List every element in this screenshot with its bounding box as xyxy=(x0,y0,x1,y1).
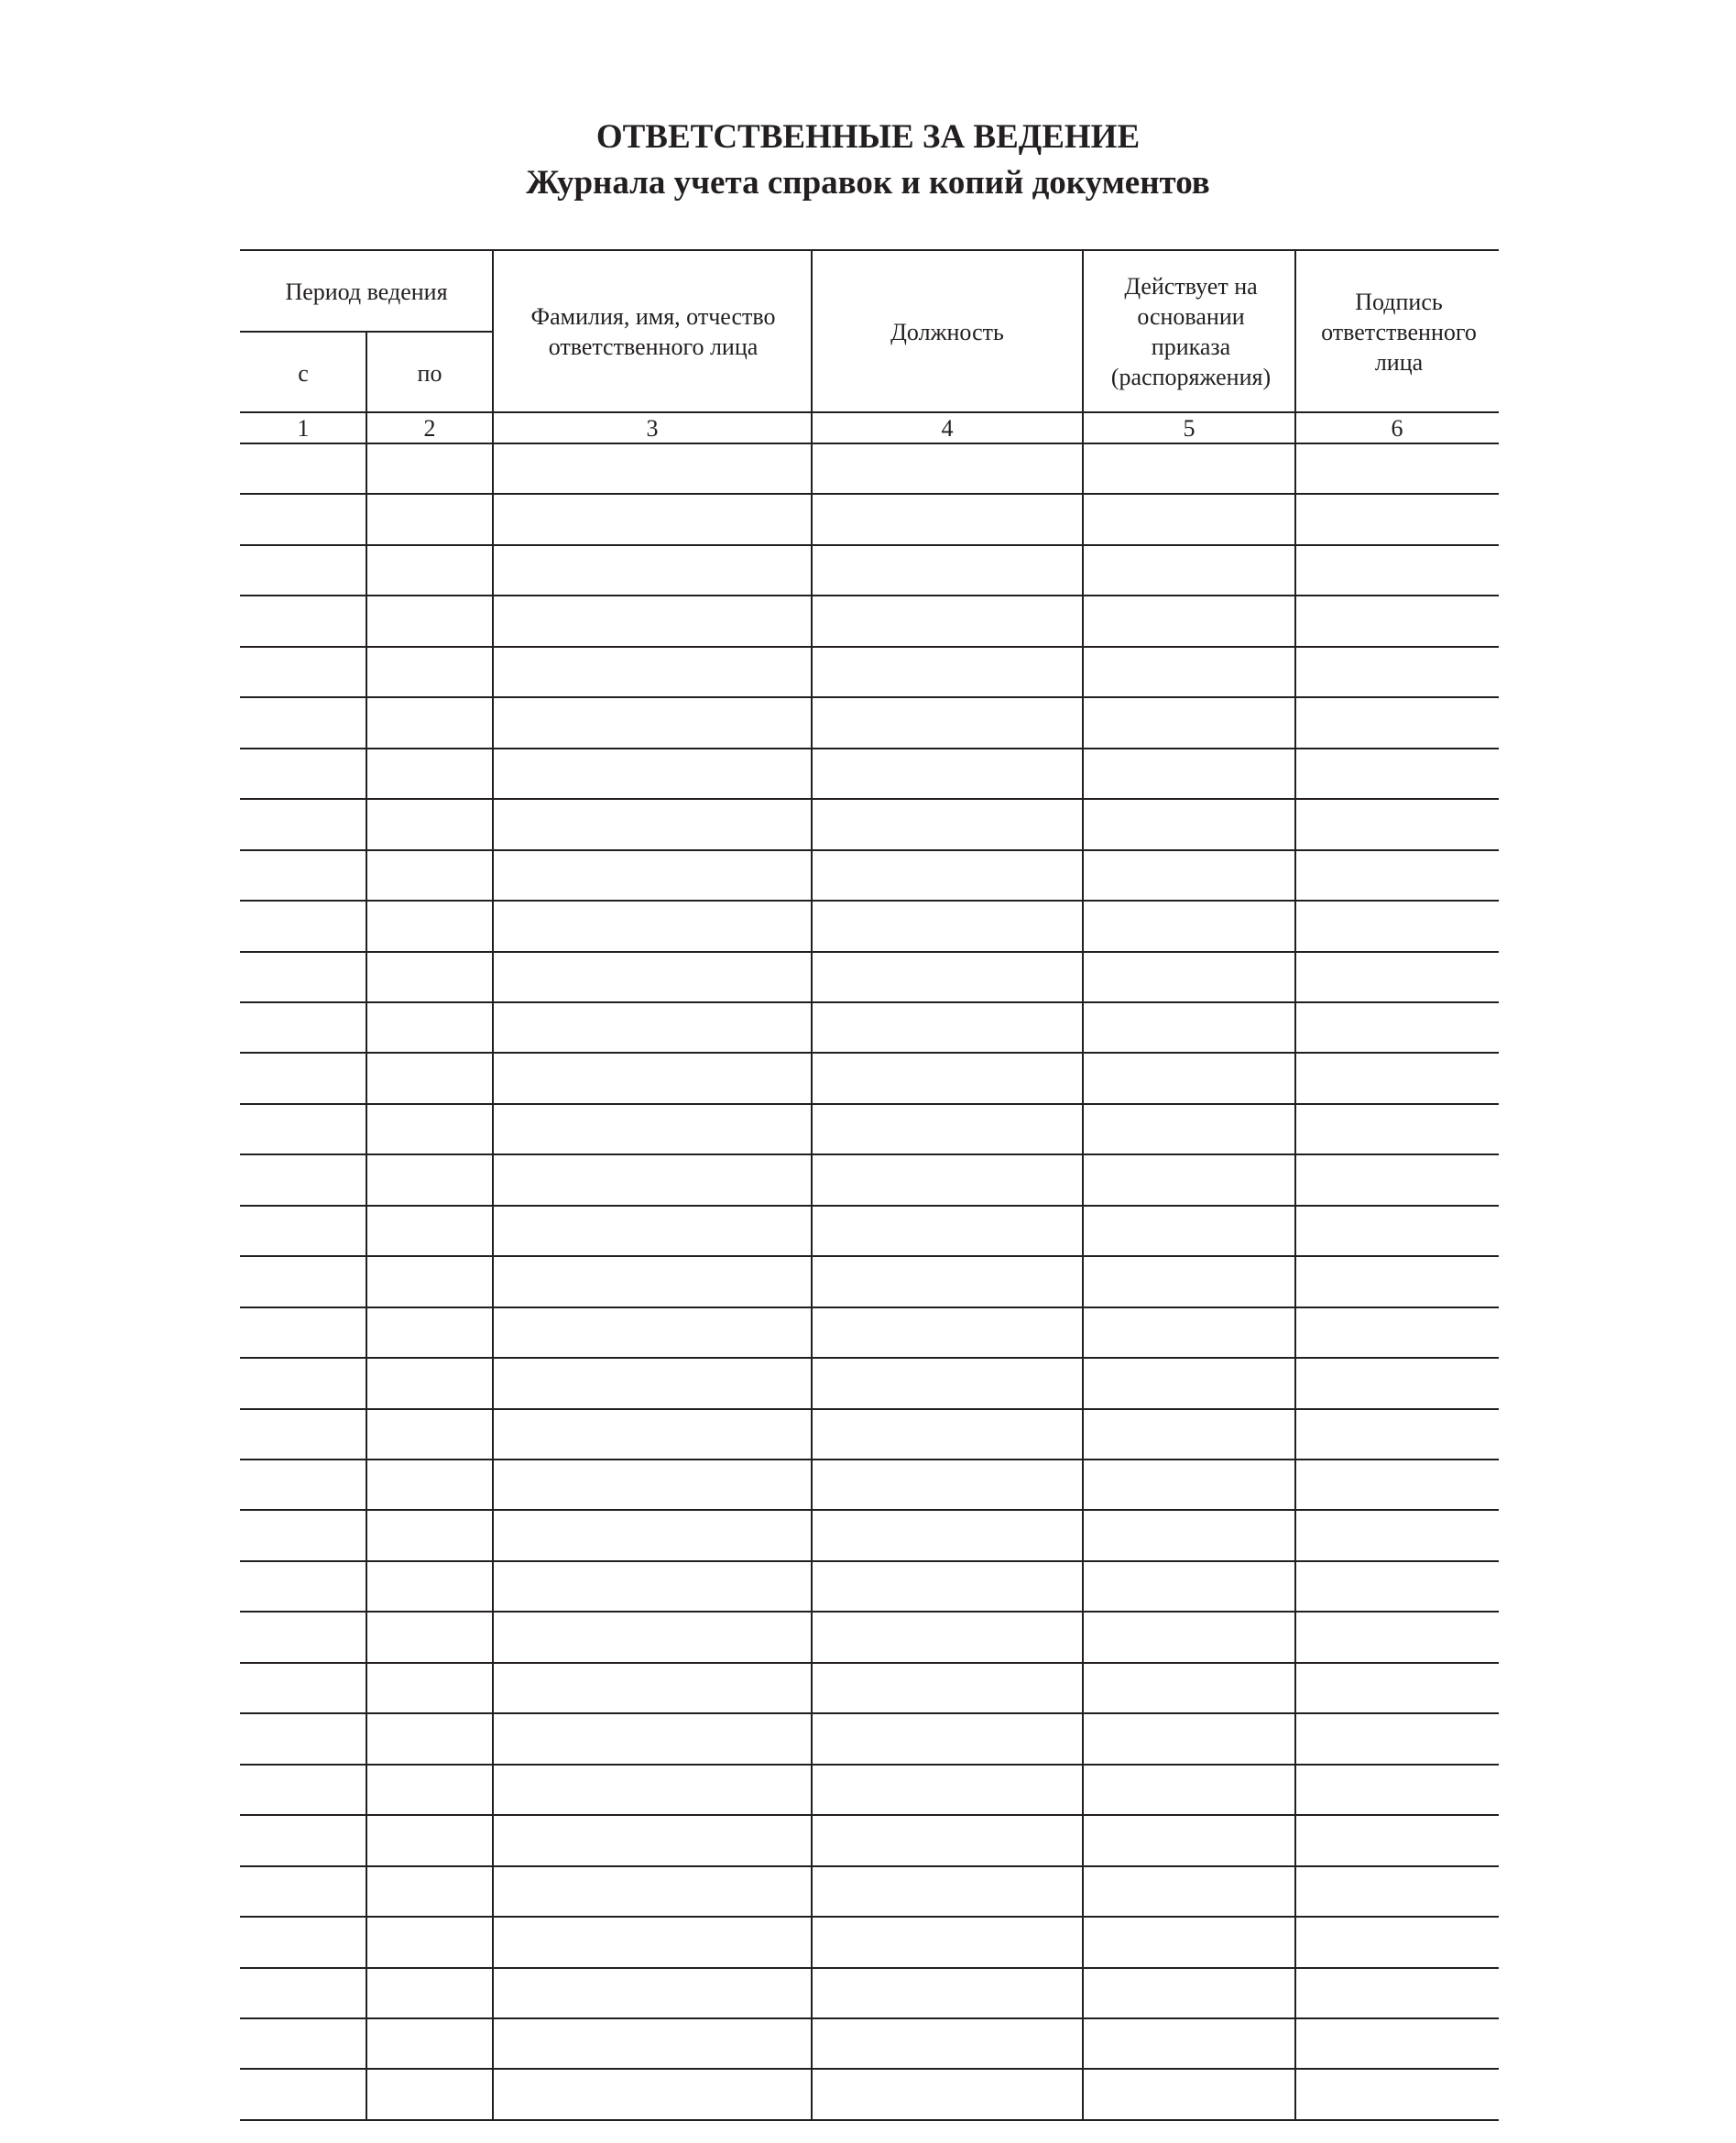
table-cell[interactable] xyxy=(493,1968,812,2018)
table-cell[interactable] xyxy=(1083,799,1295,849)
table-cell[interactable] xyxy=(812,799,1083,849)
table-cell[interactable] xyxy=(1295,1765,1499,1815)
table-cell[interactable] xyxy=(1083,1612,1295,1662)
table-cell[interactable] xyxy=(493,1053,812,1103)
table-cell[interactable] xyxy=(493,1307,812,1358)
table-cell[interactable] xyxy=(1083,494,1295,544)
table-cell[interactable] xyxy=(1295,697,1499,748)
table-cell[interactable] xyxy=(812,1256,1083,1307)
table-cell[interactable] xyxy=(366,1663,493,1713)
table-cell[interactable] xyxy=(1295,901,1499,951)
table-cell[interactable] xyxy=(1083,901,1295,951)
table-cell[interactable] xyxy=(1083,545,1295,596)
table-cell[interactable] xyxy=(1083,1460,1295,1510)
table-cell[interactable] xyxy=(366,697,493,748)
table-cell[interactable] xyxy=(493,647,812,697)
table-cell[interactable] xyxy=(366,1256,493,1307)
table-cell[interactable] xyxy=(1083,1307,1295,1358)
table-cell[interactable] xyxy=(1083,1409,1295,1460)
table-cell[interactable] xyxy=(366,1002,493,1053)
table-cell[interactable] xyxy=(1083,1002,1295,1053)
column-divider xyxy=(366,443,367,2120)
table-cell[interactable] xyxy=(1295,749,1499,799)
header-signature: Подпись ответственного лица xyxy=(1321,288,1477,376)
table-cell[interactable] xyxy=(812,1663,1083,1713)
table-cell[interactable] xyxy=(1295,799,1499,849)
table-cell[interactable] xyxy=(1083,1154,1295,1205)
table-cell[interactable] xyxy=(366,1612,493,1662)
column-number: 1 xyxy=(297,415,310,442)
table-cell[interactable] xyxy=(366,1206,493,1256)
table-cell[interactable] xyxy=(1083,1917,1295,1967)
table-cell[interactable] xyxy=(366,1460,493,1510)
table-cell[interactable] xyxy=(493,1510,812,1560)
table-cell[interactable] xyxy=(493,494,812,544)
table-cell[interactable] xyxy=(1295,952,1499,1002)
table-cell[interactable] xyxy=(812,1154,1083,1205)
table-cell[interactable] xyxy=(366,443,493,494)
table-cell[interactable] xyxy=(1295,647,1499,697)
table-cell[interactable] xyxy=(366,647,493,697)
table-cell[interactable] xyxy=(240,2069,366,2119)
table-cell[interactable] xyxy=(493,799,812,849)
header-period: Период ведения xyxy=(285,278,448,305)
table-cell[interactable] xyxy=(1295,1206,1499,1256)
table-cell[interactable] xyxy=(1295,545,1499,596)
column-number: 6 xyxy=(1391,415,1403,442)
header-position: Должность xyxy=(890,318,1004,345)
table-cell[interactable] xyxy=(240,850,366,901)
table-cell[interactable] xyxy=(366,1968,493,2018)
column-divider xyxy=(1082,443,1084,2120)
table-cell[interactable] xyxy=(1295,1460,1499,1510)
table-cell[interactable] xyxy=(812,443,1083,494)
table-cell[interactable] xyxy=(493,1561,812,1612)
table-cell[interactable] xyxy=(812,850,1083,901)
table-cell[interactable] xyxy=(240,1866,366,1917)
table-cell[interactable] xyxy=(1295,1561,1499,1612)
table-cell[interactable] xyxy=(1295,1815,1499,1865)
table-cell[interactable] xyxy=(240,1154,366,1205)
table-top-border xyxy=(240,249,1499,251)
table-cell[interactable] xyxy=(240,1612,366,1662)
table-cell[interactable] xyxy=(1083,1663,1295,1713)
header-bottom-border xyxy=(240,411,1499,413)
table-cell[interactable] xyxy=(493,1663,812,1713)
table-cell[interactable] xyxy=(1295,1866,1499,1917)
table-cell[interactable] xyxy=(493,1460,812,1510)
table-cell[interactable] xyxy=(493,1409,812,1460)
table-cell[interactable] xyxy=(493,2069,812,2119)
table-cell[interactable] xyxy=(812,1002,1083,1053)
table-cell[interactable] xyxy=(1083,952,1295,1002)
table-cell[interactable] xyxy=(812,1460,1083,1510)
table-cell[interactable] xyxy=(812,952,1083,1002)
table-cell[interactable] xyxy=(812,1765,1083,1815)
table-cell[interactable] xyxy=(1083,1713,1295,1764)
table-cell[interactable] xyxy=(493,901,812,951)
table-cell[interactable] xyxy=(240,1307,366,1358)
column-number: 4 xyxy=(941,415,954,442)
table-cell[interactable] xyxy=(812,1815,1083,1865)
page-subtitle: Журнала учета справок и копий документов xyxy=(526,164,1210,202)
table-cell[interactable] xyxy=(493,1154,812,1205)
table-cell[interactable] xyxy=(240,2018,366,2069)
table-cell[interactable] xyxy=(812,901,1083,951)
table-cell[interactable] xyxy=(493,443,812,494)
table-cell[interactable] xyxy=(366,1154,493,1205)
header-order-basis: Действует на основании приказа (распоряжения) xyxy=(1110,273,1272,390)
table-cell[interactable] xyxy=(1083,749,1295,799)
table-cell[interactable] xyxy=(812,1917,1083,1967)
table-cell[interactable] xyxy=(366,1053,493,1103)
table-cell[interactable] xyxy=(1083,596,1295,646)
header-full-name: Фамилия, имя, отчество ответственного лица xyxy=(530,303,776,360)
table-cell[interactable] xyxy=(1083,1358,1295,1408)
table-cell[interactable] xyxy=(366,1561,493,1612)
table-cell[interactable] xyxy=(1295,1510,1499,1560)
table-cell[interactable] xyxy=(366,1104,493,1154)
table-cell[interactable] xyxy=(493,1104,812,1154)
table-cell[interactable] xyxy=(1083,2018,1295,2069)
table-cell[interactable] xyxy=(240,1713,366,1764)
table-cell[interactable] xyxy=(1295,1053,1499,1103)
table-cell[interactable] xyxy=(812,1307,1083,1358)
table-cell[interactable] xyxy=(240,1968,366,2018)
table-cell[interactable] xyxy=(493,1713,812,1764)
table-cell[interactable] xyxy=(366,850,493,901)
table-cell[interactable] xyxy=(240,799,366,849)
column-divider xyxy=(492,249,494,444)
table-cell[interactable] xyxy=(812,1358,1083,1408)
table-cell[interactable] xyxy=(366,952,493,1002)
table-cell[interactable] xyxy=(240,494,366,544)
table-cell[interactable] xyxy=(812,1510,1083,1560)
table-cell[interactable] xyxy=(812,545,1083,596)
table-cell[interactable] xyxy=(1295,850,1499,901)
column-divider xyxy=(1082,249,1084,444)
table-cell[interactable] xyxy=(1295,1713,1499,1764)
table-cell[interactable] xyxy=(240,1358,366,1408)
table-cell[interactable] xyxy=(812,1866,1083,1917)
page-title: ОТВЕТСТВЕННЫЕ ЗА ВЕДЕНИЕ xyxy=(595,118,1141,156)
table-cell[interactable] xyxy=(1083,1104,1295,1154)
table-cell[interactable] xyxy=(240,596,366,646)
table-cell[interactable] xyxy=(1083,2069,1295,2119)
table-cell[interactable] xyxy=(1295,596,1499,646)
table-cell[interactable] xyxy=(366,1866,493,1917)
table-cell[interactable] xyxy=(1295,1663,1499,1713)
table-cell[interactable] xyxy=(812,1206,1083,1256)
table-cell[interactable] xyxy=(240,697,366,748)
table-cell[interactable] xyxy=(1295,1409,1499,1460)
header-from: с xyxy=(298,359,309,387)
table-cell[interactable] xyxy=(1083,443,1295,494)
table-cell[interactable] xyxy=(812,1612,1083,1662)
table-cell[interactable] xyxy=(1295,2018,1499,2069)
table-cell[interactable] xyxy=(240,1256,366,1307)
table-cell[interactable] xyxy=(812,2069,1083,2119)
table-cell[interactable] xyxy=(366,1713,493,1764)
table-cell[interactable] xyxy=(1083,1968,1295,2018)
column-divider xyxy=(1294,249,1296,444)
table-cell[interactable] xyxy=(812,1104,1083,1154)
column-number: 3 xyxy=(646,415,659,442)
table-cell[interactable] xyxy=(493,1765,812,1815)
table-cell[interactable] xyxy=(366,2018,493,2069)
table-cell[interactable] xyxy=(493,1815,812,1865)
table-cell[interactable] xyxy=(812,647,1083,697)
table-cell[interactable] xyxy=(812,1968,1083,2018)
table-cell[interactable] xyxy=(1083,1256,1295,1307)
table-cell[interactable] xyxy=(812,1713,1083,1764)
table-cell[interactable] xyxy=(1083,850,1295,901)
table-cell[interactable] xyxy=(240,901,366,951)
table-cell[interactable] xyxy=(493,596,812,646)
table-cell[interactable] xyxy=(1295,1002,1499,1053)
table-cell[interactable] xyxy=(240,545,366,596)
table-cell[interactable] xyxy=(493,1612,812,1662)
table-cell[interactable] xyxy=(240,952,366,1002)
column-divider xyxy=(492,443,494,2120)
table-cell[interactable] xyxy=(1295,2069,1499,2119)
table-cell[interactable] xyxy=(812,1053,1083,1103)
table-cell[interactable] xyxy=(493,2018,812,2069)
table-cell[interactable] xyxy=(366,1409,493,1460)
table-cell[interactable] xyxy=(366,1917,493,1967)
table-cell[interactable] xyxy=(240,1409,366,1460)
table-cell[interactable] xyxy=(366,901,493,951)
table-cell[interactable] xyxy=(493,850,812,901)
table-cell[interactable] xyxy=(366,1307,493,1358)
table-cell[interactable] xyxy=(812,749,1083,799)
table-cell[interactable] xyxy=(1295,1612,1499,1662)
table-cell[interactable] xyxy=(366,749,493,799)
table-cell[interactable] xyxy=(1083,647,1295,697)
table-cell[interactable] xyxy=(240,1663,366,1713)
table-cell[interactable] xyxy=(366,1815,493,1865)
table-cell[interactable] xyxy=(366,799,493,849)
table-cell[interactable] xyxy=(366,1358,493,1408)
table-cell[interactable] xyxy=(493,1358,812,1408)
table-cell[interactable] xyxy=(493,1206,812,1256)
column-number: 5 xyxy=(1183,415,1196,442)
table-cell[interactable] xyxy=(1083,1206,1295,1256)
table-cell[interactable] xyxy=(812,494,1083,544)
table-cell[interactable] xyxy=(493,1866,812,1917)
header-to: по xyxy=(417,359,442,387)
table-cell[interactable] xyxy=(1083,1053,1295,1103)
table-cell[interactable] xyxy=(366,1510,493,1560)
table-cell[interactable] xyxy=(240,443,366,494)
table-cell[interactable] xyxy=(1295,1307,1499,1358)
table-cell[interactable] xyxy=(1295,1917,1499,1967)
table-cell[interactable] xyxy=(1083,697,1295,748)
table-cell[interactable] xyxy=(1083,1765,1295,1815)
table-cell[interactable] xyxy=(1083,1866,1295,1917)
table-cell[interactable] xyxy=(1295,1968,1499,2018)
table-cell[interactable] xyxy=(366,545,493,596)
table-cell[interactable] xyxy=(366,2069,493,2119)
column-divider xyxy=(811,249,813,444)
table-cell[interactable] xyxy=(240,647,366,697)
table-cell[interactable] xyxy=(1295,494,1499,544)
table-cell[interactable] xyxy=(812,596,1083,646)
column-divider xyxy=(811,443,813,2120)
table-cell[interactable] xyxy=(366,494,493,544)
table-cell[interactable] xyxy=(1083,1561,1295,1612)
table-cell[interactable] xyxy=(1083,1510,1295,1560)
table-cell[interactable] xyxy=(1295,1104,1499,1154)
column-divider xyxy=(366,331,367,444)
table-cell[interactable] xyxy=(1295,1256,1499,1307)
table-cell[interactable] xyxy=(1295,443,1499,494)
table-cell[interactable] xyxy=(240,1104,366,1154)
table-cell[interactable] xyxy=(240,1053,366,1103)
table-cell[interactable] xyxy=(1295,1358,1499,1408)
table-cell[interactable] xyxy=(240,1765,366,1815)
table-cell[interactable] xyxy=(240,1917,366,1967)
table-cell[interactable] xyxy=(812,1409,1083,1460)
table-cell[interactable] xyxy=(812,1561,1083,1612)
table-cell[interactable] xyxy=(493,952,812,1002)
table-cell[interactable] xyxy=(1083,1815,1295,1865)
table-cell[interactable] xyxy=(366,596,493,646)
column-divider xyxy=(1294,443,1296,2120)
table-cell[interactable] xyxy=(240,749,366,799)
table-cell[interactable] xyxy=(493,1002,812,1053)
table-cell[interactable] xyxy=(493,1256,812,1307)
table-cell[interactable] xyxy=(240,1561,366,1612)
column-number: 2 xyxy=(423,415,436,442)
table-cell[interactable] xyxy=(240,1206,366,1256)
table-cell[interactable] xyxy=(493,697,812,748)
table-cell[interactable] xyxy=(493,749,812,799)
table-cell[interactable] xyxy=(493,1917,812,1967)
row-border xyxy=(240,2119,1499,2121)
table-cell[interactable] xyxy=(240,1460,366,1510)
table-cell[interactable] xyxy=(812,2018,1083,2069)
table-cell[interactable] xyxy=(1295,1154,1499,1205)
table-cell[interactable] xyxy=(366,1765,493,1815)
table-cell[interactable] xyxy=(240,1815,366,1865)
table-cell[interactable] xyxy=(812,697,1083,748)
table-cell[interactable] xyxy=(240,1002,366,1053)
table-cell[interactable] xyxy=(493,545,812,596)
table-cell[interactable] xyxy=(240,1510,366,1560)
